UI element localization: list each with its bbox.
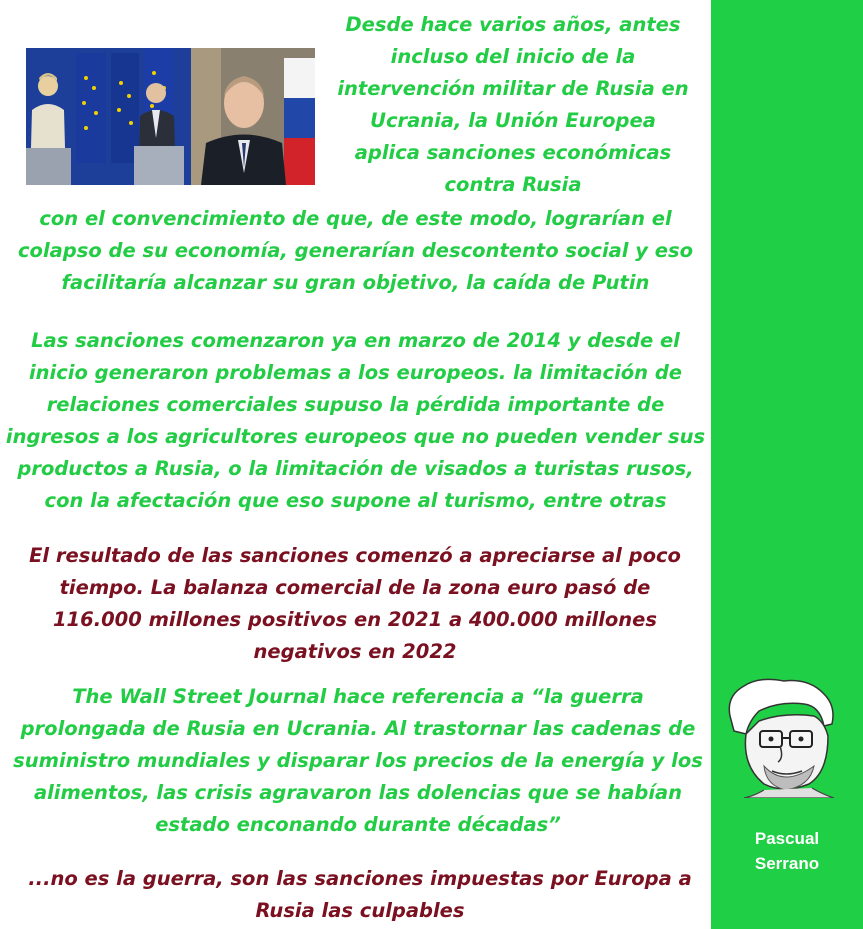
conclusion-paragraph: ...no es la guerra, son las sanciones impuestas por Europa a Rusia las culpables bbox=[28, 867, 692, 922]
result-paragraph: El resultado de las sanciones comenzó a apreciarse al poco tiempo. La balanza comercial de la zona euro pasó de 116.000 millones positivos en 2021 a 400.000 millones negativos en 2022 bbox=[29, 544, 681, 663]
author-last-name: Serrano bbox=[754, 854, 820, 873]
author-caricature bbox=[724, 676, 844, 798]
author-caricature-drawing bbox=[724, 676, 844, 798]
intro-paragraph: Desde hace varios años, antes incluso del inicio de la intervención militar de Rusia en Ucrania, la Unión Europea aplica sanciones económicas contra Rusia bbox=[337, 13, 689, 196]
conviction-paragraph: con el convencimiento de que, de este modo, lograrían el colapso de su economía, generarían descontento social y eso facilitaría alcanzar su gran objetivo, la caída de Putin bbox=[18, 207, 693, 294]
news-photo bbox=[26, 48, 315, 185]
author-name bbox=[711, 826, 863, 876]
author-first-name: Pascual bbox=[754, 829, 820, 848]
russian-flag bbox=[284, 58, 315, 185]
history-paragraph: Las sanciones comenzaron ya en marzo de 2014 y desde el inicio generaron problemas a los europeos. la limitación de relaciones comerciales supuso la pérdida importante de ingresos a los agricultores europeos que no pueden vender sus productos a Rusia, o la limitación de visados a turistas rusos, con la afectación que eso supone al turismo, entre otras bbox=[5, 329, 706, 512]
news-photo-illustration bbox=[26, 48, 315, 185]
wsj-quote-paragraph: The Wall Street Journal hace referencia a “la guerra prolongada de Rusia en Ucrania. Al trastornar las cadenas de suministro mundiales y disparar los precios de la energía y los alimentos, las crisis agravaron las dolencias que se habían estado enconando durante décadas” bbox=[13, 685, 703, 836]
